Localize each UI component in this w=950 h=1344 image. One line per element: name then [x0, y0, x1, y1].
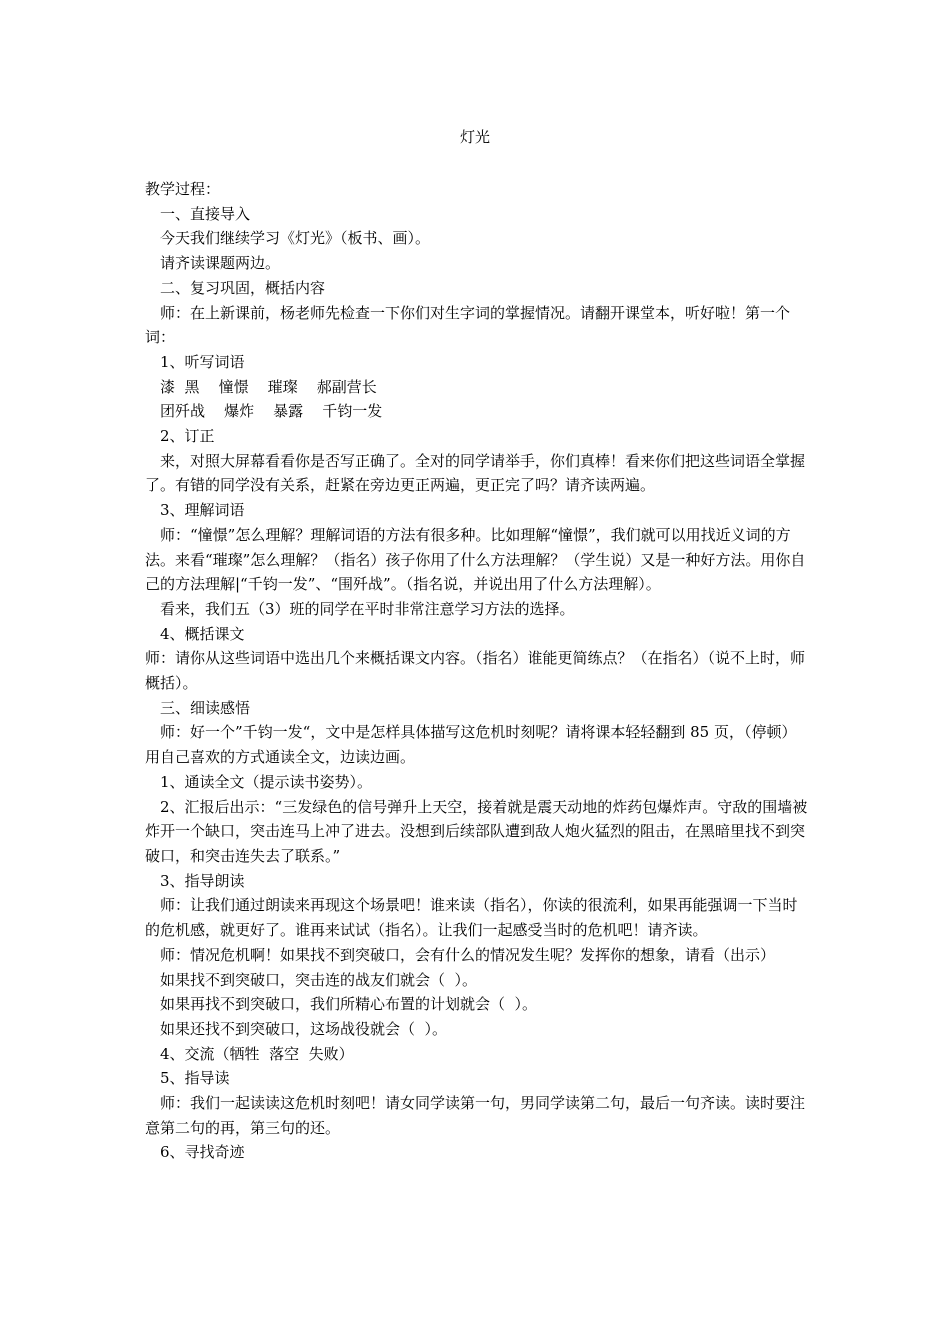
paragraph: 师：好一个”千钧一发“，文中是怎样具体描写这危机时刻呢？请将课本轻轻翻到 85 页，（停顿）用自己喜欢的方式通读全文，边读边画。	[145, 723, 797, 767]
paragraph: 4、交流（牺牲 落空 失败）	[160, 1044, 354, 1063]
paragraph: 3、指导朗读	[160, 871, 245, 890]
paragraph: 2、订正	[160, 427, 215, 446]
paragraph: 师：我们一起读读这危机时刻吧！请女同学读第一句，男同学读第二句，最后一句齐读。读时要注意第二句的再，第三句的还。	[145, 1094, 806, 1137]
paragraph: 5、指导读	[160, 1069, 230, 1088]
paragraph: 三、细读感悟	[160, 698, 251, 717]
paragraph: 看来，我们五（3）班的同学在平时非常注意学习方法的选择。	[160, 599, 575, 618]
document-body	[145, 177, 810, 1165]
paragraph: 漆 黑 憧憬 璀璨 郝副营长	[160, 377, 377, 396]
paragraph: 教学过程：	[145, 180, 221, 198]
paragraph: 请齐读课题两边。	[160, 254, 281, 273]
paragraph: 二、复习巩固，概括内容	[160, 278, 326, 297]
paragraph: 来，对照大屏幕看看你是否写正确了。全对的同学请举手，你们真棒！看来你们把这些词语全掌握了。有错的同学没有关系，赶紧在旁边更正两遍，更正完了吗？请齐读两遍。	[145, 451, 806, 495]
paragraph: 2、汇报后出示：“三发绿色的信号弹升上天空，接着就是震天动地的炸药包爆炸声。守敌的围墙被炸开一个缺口，突击连马上冲了进去。没想到后续部队遭到敌人炮火猛烈的阻击，在黑暗里找不到突破口，和突击连失去了联系。”	[145, 797, 808, 865]
paragraph: 师：让我们通过朗读来再现这个场景吧！谁来读（指名），你读的很流利，如果再能强调一下当时的危机感，就更好了。谁再来试试（指名）。让我们一起感受当时的危机吧！请齐读。	[145, 896, 798, 940]
paragraph: 师：请你从这些词语中选出几个来概括课文内容。（指名）谁能更简练点？（在指名）（说不上时，师概括）。	[145, 649, 806, 693]
paragraph: 师：在上新课前，杨老师先检查一下你们对生字词的掌握情况。请翻开课堂本，听好啦！第一个词：	[145, 303, 791, 347]
paragraph: 3、理解词语	[160, 501, 245, 520]
paragraph: 如果找不到突破口，突击连的战友们就会（ ）。	[160, 970, 478, 989]
paragraph: 1、听写词语	[160, 352, 245, 371]
paragraph: 6、寻找奇迹	[160, 1143, 245, 1162]
paragraph: 师：“憧憬”怎么理解？理解词语的方法有很多种。比如理解“憧憬”，我们就可以用找近义词的方法。来看“璀璨”怎么理解？（指名）孩子你用了什么方法理解？（学生说）又是一种好方法。用你自己的方法理解|“千钧一发”、“围歼战”。（指名说，并说出用了什么方法理解）。	[145, 525, 806, 594]
paragraph: 一、直接导入	[160, 204, 251, 223]
paragraph: 团歼战 爆炸 暴露 千钧一发	[160, 402, 383, 421]
paragraph: 如果还找不到突破口，这场战役就会（ ）。	[160, 1019, 448, 1038]
document-title: 灯光	[459, 128, 490, 146]
paragraph: 今天我们继续学习《灯光》（板书、画）。	[160, 229, 431, 248]
paragraph: 1、通读全文（提示读书姿势）。	[160, 772, 373, 791]
paragraph: 师：情况危机啊！如果找不到突破口，会有什么的情况发生呢？发挥你的想象，请看（出示）	[160, 945, 776, 964]
paragraph: 如果再找不到突破口，我们所精心布置的计划就会（ ）。	[160, 995, 538, 1014]
paragraph: 4、概括课文	[160, 624, 245, 643]
